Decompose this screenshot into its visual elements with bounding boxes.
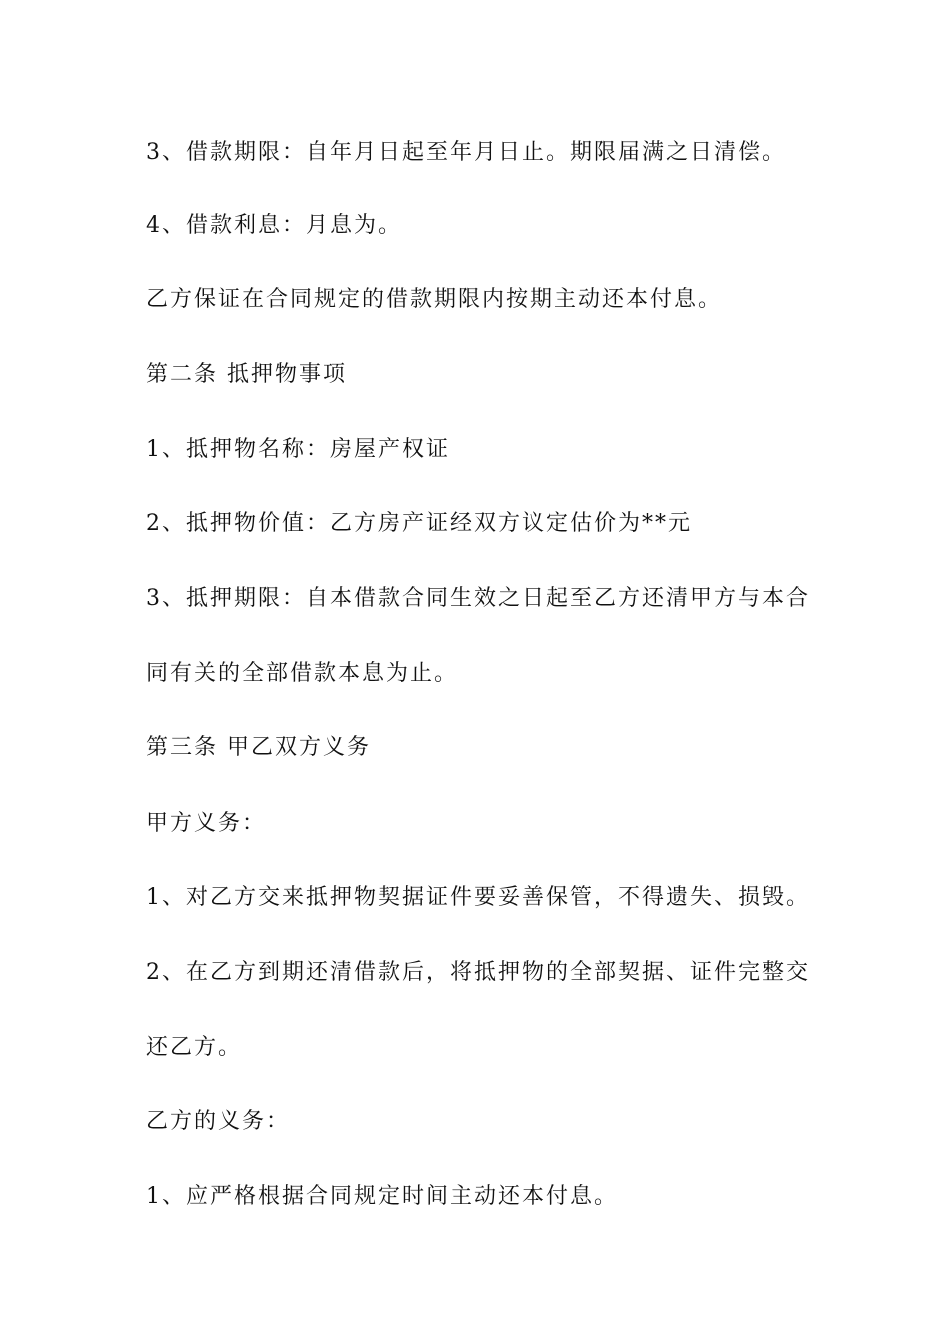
text-line-party-b-duty-1: 1、应严格根据合同规定时间主动还本付息。: [146, 1184, 618, 1209]
section-heading-collateral: 第二条 抵押物事项: [146, 362, 347, 387]
subheading-party-a-obligations: 甲方义务：: [146, 811, 267, 836]
text-line-collateral-period-cont: 同有关的全部借款本息为止。: [146, 661, 459, 686]
text-line-loan-term: 3、借款期限：自年月日起至年月日止。期限届满之日清偿。: [146, 140, 786, 165]
section-heading-obligations: 第三条 甲乙双方义务: [146, 735, 371, 760]
text-line-party-a-duty-1: 1、对乙方交来抵押物契据证件要妥善保管，不得遗失、损毁。: [146, 885, 810, 910]
text-line-collateral-name: 1、抵押物名称：房屋产权证: [146, 437, 450, 462]
text-line-collateral-value: 2、抵押物价值：乙方房产证经双方议定估价为**元: [146, 511, 692, 536]
text-line-collateral-period: 3、抵押期限：自本借款合同生效之日起至乙方还清甲方与本合: [146, 586, 810, 611]
text-line-party-a-duty-2-cont: 还乙方。: [146, 1035, 243, 1060]
subheading-party-b-obligations: 乙方的义务：: [146, 1109, 291, 1134]
text-line-repayment-guarantee: 乙方保证在合同规定的借款期限内按期主动还本付息。: [146, 287, 723, 312]
text-line-party-a-duty-2: 2、在乙方到期还清借款后，将抵押物的全部契据、证件完整交: [146, 960, 810, 985]
text-line-loan-interest: 4、借款利息：月息为。: [146, 213, 402, 238]
